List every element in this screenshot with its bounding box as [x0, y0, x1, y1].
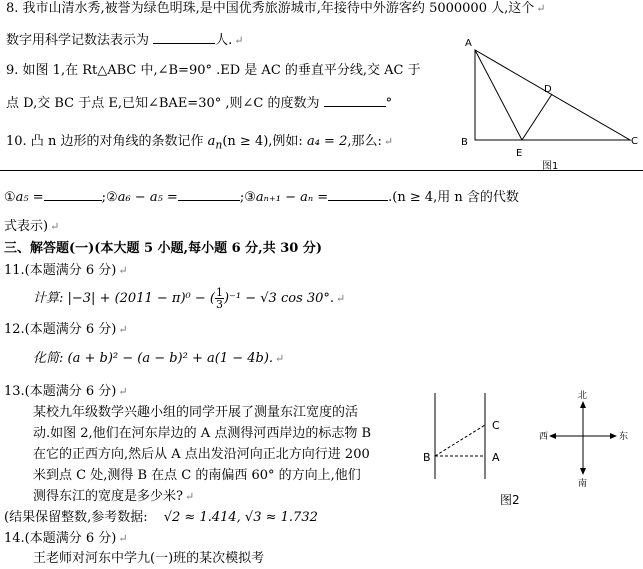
return-mark-icon: ↵ [118, 264, 128, 277]
q13-line3: 在它的正西方向,然后从 A 点出发沿河向正北方向行进 200 [33, 447, 370, 462]
q9-line2 [6, 94, 392, 112]
q14-head-text: 14.(本题满分 6 分) [4, 531, 117, 546]
q12-body-text: 化简: (a + b)² − (a − b)² + a(1 − 4b). [33, 351, 274, 366]
q13-head [4, 384, 128, 400]
compass-icon [549, 401, 617, 475]
return-mark-icon: ↵ [118, 323, 128, 336]
fig1-label-e: E [516, 148, 523, 159]
q10b-p3: ③ [244, 190, 256, 205]
return-mark-icon: ↵ [118, 532, 128, 545]
q13-line5 [33, 489, 194, 505]
segment-ed [522, 94, 552, 140]
q10b-line1: ①a₅ = ;②a₆ − a₅ = ;③aₙ₊₁ − aₙ = .(n ≥ 4,用 n 含的代数 [4, 190, 519, 205]
q14-body: 王老师对河东中学九(一)班的某次模拟考 [33, 551, 265, 566]
q13-line5-text: 测得东江的宽度是多少米? [33, 489, 183, 504]
fig1-caption: 图1 [542, 161, 559, 170]
q8-text: 8. 我市山清水秀,被誉为绿色明珠,是中国优秀旅游城市,年接待中外游客约 5000000 人,这个 [6, 1, 535, 16]
q11-frac-num: 1 [215, 286, 223, 299]
q9-text: 9. 如图 1,在 Rt△ABC 中,∠B=90° .ED 是 AC 的垂直平分线,交 AC 于 [6, 63, 421, 78]
q14-head [4, 531, 128, 547]
q12-head [4, 322, 128, 338]
q8-line2 [6, 31, 244, 49]
return-mark-icon: ↵ [118, 385, 128, 398]
q10b-blank-3[interactable] [328, 188, 388, 201]
fig1-label-a: A [465, 38, 472, 49]
q9-text2: 点 D,交 BC 于点 E,已知∠BAE=30° ,则∠C 的度数为 [6, 96, 320, 111]
q12-head-text: 12.(本题满分 6 分) [4, 322, 117, 337]
q11-body-text2: )⁻¹ − √3 cos 30°. [223, 291, 335, 306]
section-3-heading: 三、解答题(一)(本大题 5 小题,每小题 6 分,共 30 分) [4, 241, 322, 256]
q10b-p2: ② [106, 190, 118, 205]
q10-line [6, 134, 393, 152]
q13-line6 [4, 510, 318, 526]
fig2-label-a: A [492, 451, 500, 464]
compass-west: 西 [539, 432, 549, 442]
q13-head-text: 13.(本题满分 6 分) [4, 384, 117, 399]
q10b-blank-2[interactable] [178, 188, 240, 201]
q13-reference-values: √2 ≈ 1.414, √3 ≈ 1.732 [163, 510, 318, 525]
return-mark-icon: ↵ [50, 220, 60, 233]
q13-line4: 米到点 C 处,测得 B 在点 C 的南偏西 60° 的方向上,他们 [33, 468, 361, 483]
q10-cond: (n ≥ 4),例如: [222, 134, 303, 149]
q10-an-symbol: $a_n$ [207, 134, 223, 152]
q11-frac-den: 3 [215, 298, 223, 311]
compass-north: 北 [578, 391, 588, 401]
q11-body [33, 287, 345, 310]
q13-line1: 某校九年级数学兴趣小组的同学开展了测量东江宽度的活 [33, 405, 359, 420]
return-mark-icon: ↵ [275, 352, 285, 365]
page-divider [0, 170, 643, 171]
q10-tail: ,那么: [347, 134, 382, 149]
q11-fraction [215, 287, 224, 310]
fig2-label-b: B [423, 451, 431, 464]
fig2-caption: 图2 [500, 493, 520, 507]
q10-example: a₄ = 2 [306, 134, 348, 149]
q10b-a5: a₅ = [15, 190, 44, 205]
q10b-tail: .(n ≥ 4,用 n 含的代数 [388, 190, 519, 205]
return-mark-icon: ↵ [184, 490, 195, 503]
q10b-p1: ① [4, 190, 16, 205]
q12-body [33, 351, 284, 367]
q13-line6-text: (结果保留整数,参考数据: [4, 510, 148, 525]
fig1-label-d: D [544, 84, 552, 95]
q9-line1 [6, 63, 421, 79]
q9-answer-blank[interactable] [324, 94, 386, 107]
q8-line1 [6, 1, 545, 17]
q10b-line2 [4, 219, 59, 235]
q13-line2: 动.如图 2,他们在河东岸边的 A 点测得河西岸边的标志物 B [33, 426, 372, 441]
q9-tail: ° [385, 96, 393, 111]
q8-tail: 人. [215, 33, 233, 48]
return-mark-icon: ↵ [336, 292, 346, 305]
q10b-blank-1[interactable] [44, 188, 102, 201]
q11-head-text: 11.(本题满分 6 分) [4, 263, 117, 278]
q11-head [4, 263, 128, 279]
segment-bc [435, 425, 485, 456]
q10b-an: aₙ₊₁ − aₙ = [255, 190, 329, 205]
q8-answer-blank[interactable] [153, 31, 215, 44]
return-mark-icon: ↵ [234, 34, 244, 47]
compass-south: 南 [578, 479, 588, 489]
q11-body-text: 计算: |−3| + (2011 − π)⁰ − ( [33, 291, 215, 306]
figure-2 [415, 383, 643, 513]
q10-text: 10. 凸 n 边形的对角线的条数记作 [6, 134, 204, 149]
q10b-line2-text: 式表示) [4, 219, 49, 234]
fig2-label-c: C [492, 419, 500, 432]
fig1-label-b: B [461, 137, 468, 148]
return-mark-icon: ↵ [383, 135, 394, 148]
fig1-label-c: C [631, 136, 638, 147]
figure-1 [455, 34, 643, 170]
compass-east: 东 [619, 432, 629, 442]
q8-text2: 数字用科学记数法表示为 [6, 33, 150, 48]
return-mark-icon: ↵ [536, 2, 546, 15]
q10b-a6a5: a₆ − a₅ = [117, 190, 178, 205]
